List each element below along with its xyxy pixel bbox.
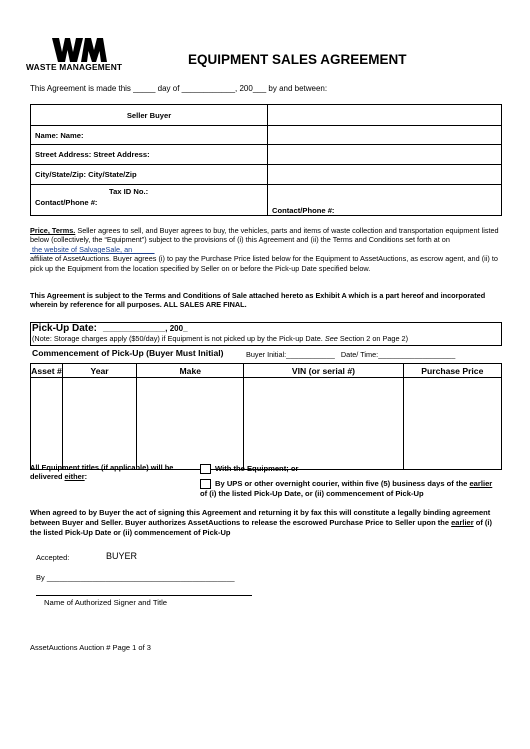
contact-phone-label-left: Contact/Phone #: xyxy=(35,198,98,207)
price-terms-text1: Seller agrees to sell, and Buyer agrees to buy, the vehicles, parts and items of waste collection and transportation equipment listed below (collectively, the “Equipment”) subject to the provisions of (i) this Agreement and (ii) the Terms and Conditions set forth at on xyxy=(30,226,499,245)
street-field-right[interactable] xyxy=(268,145,502,165)
pickup-date-label: Pick-Up Date: xyxy=(32,323,98,334)
logo-wordmark: WASTE MANAGEMENT xyxy=(26,62,123,72)
date-time-field[interactable]: Date/ Time:___________________ xyxy=(340,350,456,359)
earlier-text: earlier xyxy=(469,479,493,488)
intro-line: This Agreement is made this _____ day of ____________, 200___ by and between: xyxy=(30,84,328,93)
tax-id-label: Tax ID No.: xyxy=(109,187,149,196)
contact-phone-label-right[interactable]: Contact/Phone #: xyxy=(268,185,502,216)
col-asset: Asset # xyxy=(31,365,62,376)
asset-table xyxy=(30,363,502,470)
wm-logo-icon xyxy=(52,38,108,62)
col-year: Year xyxy=(62,364,136,378)
contact-field-left[interactable] xyxy=(31,185,268,216)
col-price: Purchase Price xyxy=(403,364,501,378)
salvagesale-link[interactable]: the website of SalvageSale, an xyxy=(30,244,155,254)
col-vin: VIN (or serial #) xyxy=(244,364,403,378)
price-terms-paragraph xyxy=(30,226,502,273)
make-cell[interactable] xyxy=(137,378,244,470)
signature-by-line[interactable]: By _____________________________________________ xyxy=(36,573,235,582)
asset-cell[interactable] xyxy=(31,378,63,470)
col-make: Make xyxy=(137,364,244,378)
buyer-initial-field[interactable]: Buyer Initial:____________ xyxy=(246,350,335,359)
page-title: EQUIPMENT SALES AGREEMENT xyxy=(188,52,407,67)
page-footer: AssetAuctions Auction # Page 1 of 3 xyxy=(30,643,151,652)
city-field-label[interactable]: City/State/Zip: City/State/Zip xyxy=(31,165,268,185)
with-equipment-checkbox[interactable] xyxy=(200,464,211,474)
party-heading: Seller Buyer xyxy=(31,105,268,126)
street-field-label[interactable]: Street Address: Street Address: xyxy=(31,145,268,165)
courier-label: By UPS or other overnight courier, within five (5) business days of the earlier of (i) the listed Pick-Up Date, or (ii) commencement of Pick-Up xyxy=(200,479,493,498)
price-terms-text2: affiliate of AssetAuctions. Buyer agrees (i) to pay the Purchase Price listed below for the Equipment to AssetAuctions, as escrow agent, and (ii) to pick up the Equipment from the location specified by Seller on or before the Pick-up Date specified below. xyxy=(30,254,498,273)
buyer-label: BUYER xyxy=(106,551,138,561)
storage-note: (Note: Storage charges apply ($50/day) if Equipment is not picked up by the Pick-up Date. See Section 2 on Page 2) xyxy=(32,334,409,343)
price-terms-heading: Price, Terms. xyxy=(30,226,76,235)
fax-earlier-text: earlier xyxy=(451,518,474,527)
name-field-right[interactable] xyxy=(268,126,502,145)
price-cell[interactable] xyxy=(403,378,501,470)
vin-cell[interactable] xyxy=(244,378,403,470)
with-equipment-label: With the Equipment; or xyxy=(215,464,299,473)
signer-name-line[interactable] xyxy=(36,595,252,596)
pickup-date-field[interactable]: ______________, 200_ xyxy=(103,324,188,333)
signer-name-caption: Name of Authorized Signer and Title xyxy=(44,598,168,607)
city-field-right[interactable] xyxy=(268,165,502,185)
storage-note-italic: See xyxy=(324,334,338,343)
commencement-fields xyxy=(246,350,455,359)
party-table xyxy=(30,104,502,216)
year-cell[interactable] xyxy=(62,378,136,470)
party-heading-right[interactable] xyxy=(268,105,502,126)
accepted-label: Accepted: xyxy=(36,553,70,562)
either-text: either xyxy=(64,472,85,482)
commencement-label: Commencement of Pick-Up (Buyer Must Initial) xyxy=(32,348,224,358)
titles-delivery-label: All Equipment titles (if applicable) will be delivered either: xyxy=(30,463,174,482)
name-field-label[interactable]: Name: Name: xyxy=(31,126,268,145)
fax-agreement-paragraph: When agreed to by Buyer the act of signing this Agreement and returning it by fax this will constitute a legally binding agreement between Buyer and Seller. Buyer authorizes AssetAuctions to release the escrowed Purchase Price to Seller upon the earlier of (i) the listed Pick-Up Date or (ii) commencement of Pick-Up xyxy=(30,508,492,537)
exhibit-paragraph: This Agreement is subject to the Terms and Conditions of Sale attached hereto as Exhibit A which is a part hereof and incorporated wherein by reference for all purposes. ALL SALES ARE FINAL. xyxy=(30,291,486,310)
